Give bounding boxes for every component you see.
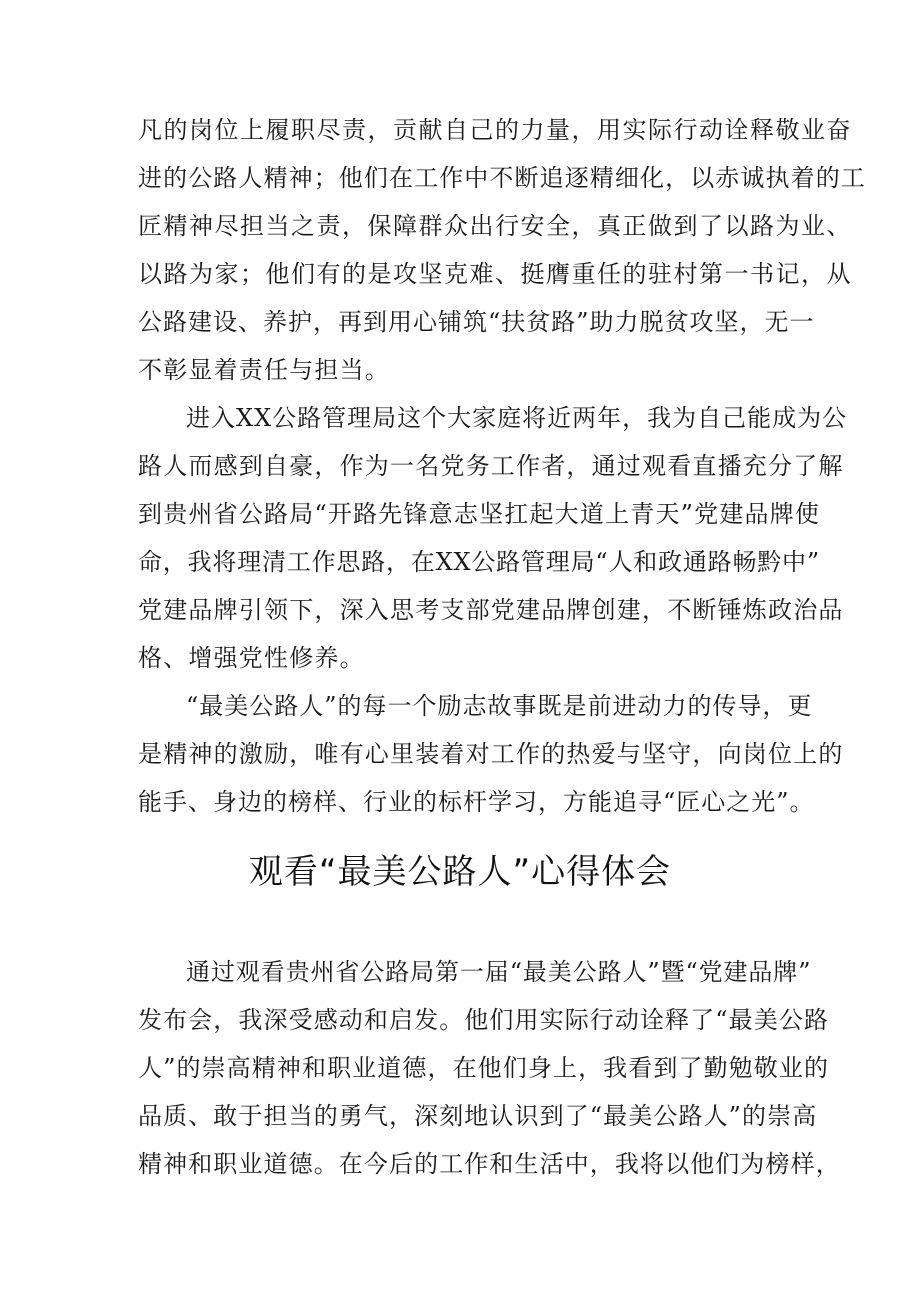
paragraph-line: 公路建设、养护，再到用心铺筑“扶贫路”助力脱贫攻坚，无一	[138, 308, 815, 336]
paragraph-line: 党建品牌引领下，深入思考支部党建品牌创建，不断锤炼政治品	[138, 596, 844, 624]
paragraph-line: 进入XX公路管理局这个大家庭将近两年，我为自己能成为公	[186, 404, 848, 432]
paragraph-line: 能手、身边的榜样、行业的标杆学习，方能追寻“匠心之光”。	[138, 788, 815, 816]
paragraph-line: 品质、敢于担当的勇气，深刻地认识到了“最美公路人”的崇高	[138, 1102, 818, 1130]
paragraph-line: 路人而感到自豪，作为一名党务工作者，通过观看直播充分了解	[138, 452, 844, 480]
paragraph-line: 匠精神尽担当之责，保障群众出行安全，真正做到了以路为业、	[138, 212, 852, 240]
paragraph-line: “最美公路人”的每一个励志故事既是前进动力的传导，更	[186, 692, 813, 720]
paragraph-line: 凡的岗位上履职尽责，贡献自己的力量，用实际行动诠释敬业奋	[138, 116, 852, 144]
paragraph-line: 进的公路人精神；他们在工作中不断追逐精细化，以赤诚执着的工	[138, 164, 866, 192]
paragraph-line: 格、增强党性修养。	[138, 644, 365, 672]
paragraph-line: 通过观看贵州省公路局第一届“最美公路人”暨“党建品牌”	[186, 958, 812, 986]
paragraph-line: 人”的崇高精神和职业道德，在他们身上，我看到了勤勉敬业的	[138, 1054, 830, 1082]
paragraph-line: 命，我将理清工作思路，在XX公路管理局“人和政通路畅黔中”	[138, 548, 820, 576]
paragraph-line: 不彰显着责任与担当。	[138, 356, 390, 384]
section-title: 观看“最美公路人”心得体会	[248, 852, 672, 892]
paragraph-line: 到贵州省公路局“开路先锋意志坚扛起大道上青天”党建品牌使	[138, 500, 821, 528]
paragraph-line: 发布会，我深受感动和启发。他们用实际行动诠释了“最美公路	[138, 1006, 830, 1034]
paragraph-line: 以路为家；他们有的是攻坚克难、挺膺重任的驻村第一书记，从	[138, 260, 852, 288]
paragraph-line: 是精神的激励，唯有心里装着对工作的热爱与坚守，向岗位上的	[138, 740, 844, 768]
paragraph-line: 精神和职业道德。在今后的工作和生活中，我将以他们为榜样，	[138, 1150, 841, 1178]
